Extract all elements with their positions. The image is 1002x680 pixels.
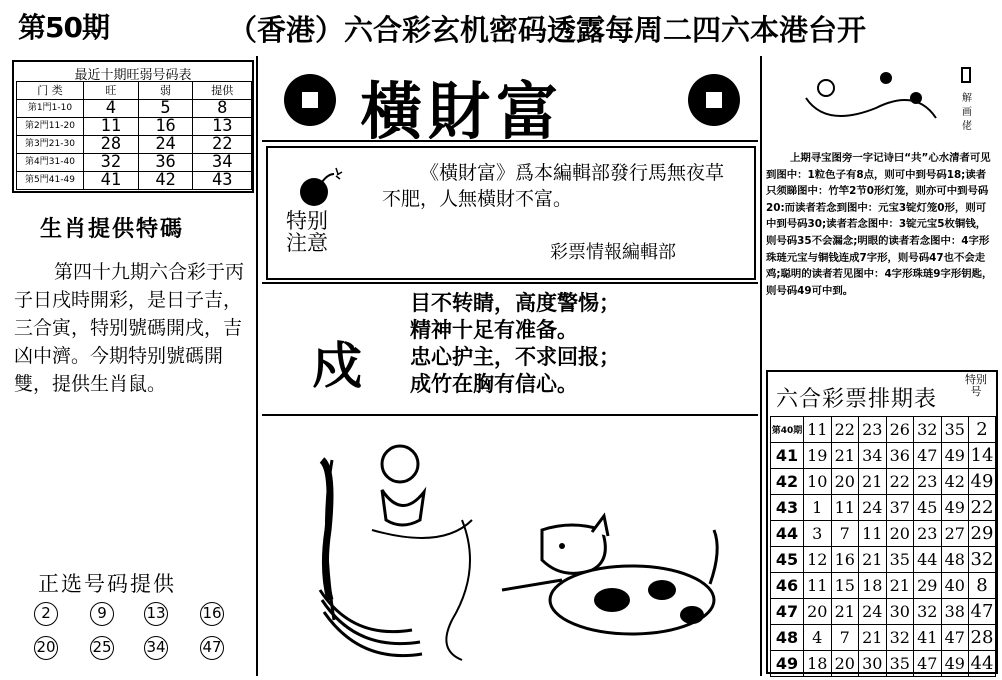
- table-cell: 13: [193, 118, 252, 136]
- table-cell: 44: [914, 547, 942, 573]
- bomb-icon: [296, 164, 346, 208]
- pick-ball: 2: [34, 602, 58, 626]
- table-cell: 11: [84, 118, 139, 136]
- special-cell: 28: [969, 625, 996, 651]
- pick-ball: 13: [144, 602, 168, 626]
- special-cell: 2: [969, 417, 996, 443]
- table-cell: 10: [804, 469, 832, 495]
- table-cell: 38: [941, 599, 969, 625]
- ten-period-table: [12, 60, 254, 193]
- table-cell: 7: [831, 521, 859, 547]
- table-row: [771, 651, 996, 677]
- period-cell: 46: [771, 573, 804, 599]
- row-label: 第1門1-10: [17, 100, 84, 118]
- table-cell: 40: [941, 573, 969, 599]
- verse-line: 精神十足有准备。: [410, 318, 578, 342]
- verse-line: 成竹在胸有信心。: [410, 372, 578, 396]
- special-cell: 22: [969, 495, 996, 521]
- table-cell: 22: [886, 469, 914, 495]
- verse-line: 忠心护主，不求回报；: [410, 345, 620, 369]
- table-cell: 47: [914, 651, 942, 677]
- table-cell: 41: [84, 172, 139, 190]
- table-row: [771, 547, 996, 573]
- period-cell: 41: [771, 443, 804, 469]
- special-cell: 44: [969, 651, 996, 677]
- notice-label-line: 注意: [286, 231, 328, 255]
- notice-label-line: 特别: [286, 209, 328, 233]
- table-row: [17, 100, 252, 118]
- table-cell: 19: [804, 443, 832, 469]
- table-cell: 21: [886, 573, 914, 599]
- notice-body: 《橫財富》爲本編輯部發行馬無夜草不肥，人無橫財不富。: [382, 162, 725, 210]
- ten-table-title: 最近十期旺弱号码表: [74, 68, 192, 83]
- zodiac-title: 生肖提供特碼: [40, 217, 185, 242]
- table-row: [17, 118, 252, 136]
- table-cell: 34: [859, 443, 887, 469]
- dog-illustration: [262, 420, 758, 676]
- table-cell: 24: [859, 495, 887, 521]
- table-cell: 18: [804, 651, 832, 677]
- table-cell: 20: [886, 521, 914, 547]
- special-cell: 8: [969, 573, 996, 599]
- table-cell: 49: [941, 443, 969, 469]
- table-cell: 21: [831, 443, 859, 469]
- ten-table-grid: [16, 81, 252, 190]
- table-cell: 18: [859, 573, 887, 599]
- table-cell: 15: [831, 573, 859, 599]
- table-row: [771, 443, 996, 469]
- table-cell: 29: [914, 573, 942, 599]
- table-cell: 12: [804, 547, 832, 573]
- row-label: 第5門41-49: [17, 172, 84, 190]
- table-cell: 24: [859, 599, 887, 625]
- special-cell: 32: [969, 547, 996, 573]
- table-cell: 27: [941, 521, 969, 547]
- verse-zodiac-char: 戍: [312, 337, 362, 395]
- ten-table-header: 门 类: [17, 82, 84, 100]
- zodiac-body: 第四十九期六合彩于丙子日戌時開彩，是日子吉，三合寅，特别號碼開戌，吉凶中濟。今期特别號碼開雙，提供生肖鼠。: [14, 261, 245, 395]
- period-cell: 45: [771, 547, 804, 573]
- table-cell: 23: [914, 469, 942, 495]
- table-cell: 11: [804, 573, 832, 599]
- table-cell: 49: [941, 495, 969, 521]
- table-cell: 23: [914, 521, 942, 547]
- history-box: [766, 370, 998, 674]
- table-row: [771, 417, 996, 443]
- table-cell: 47: [941, 625, 969, 651]
- table-row: [17, 172, 252, 190]
- pick-ball: 47: [200, 636, 224, 660]
- history-title: 六合彩票排期表: [776, 387, 938, 412]
- notice-sign: 彩票情報編輯部: [550, 242, 676, 263]
- table-cell: 21: [859, 625, 887, 651]
- table-cell: 30: [886, 599, 914, 625]
- table-cell: 21: [831, 599, 859, 625]
- table-row: [771, 599, 996, 625]
- table-cell: 36: [138, 154, 193, 172]
- notice-label: [286, 210, 328, 254]
- table-cell: 8: [193, 100, 252, 118]
- ten-table-header: 提供: [193, 82, 252, 100]
- special-cell: 14: [969, 443, 996, 469]
- table-row: [771, 469, 996, 495]
- verse: [410, 290, 620, 398]
- table-cell: 22: [193, 136, 252, 154]
- special-cell: 29: [969, 521, 996, 547]
- table-cell: 42: [941, 469, 969, 495]
- main-title: 橫財富: [360, 75, 565, 148]
- period-cell: 第40期: [771, 417, 804, 443]
- table-row: [771, 573, 996, 599]
- table-cell: 24: [138, 136, 193, 154]
- table-cell: 7: [831, 625, 859, 651]
- row-label: 第4門31-40: [17, 154, 84, 172]
- table-cell: 47: [914, 443, 942, 469]
- table-cell: 28: [84, 136, 139, 154]
- riddle-body: 上期寻宝图旁一字记诗曰“共”心水清者可见到图中：1粒色子有8点，则可中到号码18;读者只须睇图中：竹竿2节0形灯笼，则亦可中到号码20:而读者若念到图中：元宝3锭灯笼0形，则可中到号码30;读者若念图中：3锭元宝5枚铜钱，则号码35不会漏念;明眼的读者若念图中：4字形珠琏元宝与铜钱连成7字形，则号码47也不会走鸡;聪明的读者若见图中：4字形珠琏9字形钥匙，则号码49可中到。: [766, 152, 993, 297]
- table-cell: 32: [914, 417, 942, 443]
- pick-ball: 34: [144, 636, 168, 660]
- period-cell: 43: [771, 495, 804, 521]
- pick-ball: 20: [34, 636, 58, 660]
- table-row: [17, 136, 252, 154]
- table-cell: 1: [804, 495, 832, 521]
- table-cell: 30: [859, 651, 887, 677]
- history-grid: [770, 416, 996, 677]
- period-cell: 47: [771, 599, 804, 625]
- table-cell: 11: [859, 521, 887, 547]
- table-cell: 16: [831, 547, 859, 573]
- issue-number: 第50期: [18, 11, 109, 44]
- table-cell: 3: [804, 521, 832, 547]
- period-cell: 42: [771, 469, 804, 495]
- table-cell: 35: [941, 417, 969, 443]
- coin-icon: [282, 72, 338, 128]
- period-cell: 48: [771, 625, 804, 651]
- riddle-tag: 解画佬: [962, 93, 972, 132]
- period-cell: 49: [771, 651, 804, 677]
- table-row: [771, 495, 996, 521]
- special-label: 特别号: [965, 373, 987, 398]
- table-cell: 23: [859, 417, 887, 443]
- table-cell: 42: [138, 172, 193, 190]
- verse-line: 目不转睛，高度警惕；: [410, 291, 620, 315]
- headline: （香港）六合彩玄机密码透露每周二四六本港台开: [228, 13, 867, 47]
- special-cell: 49: [969, 469, 996, 495]
- table-cell: 32: [886, 625, 914, 651]
- coin-icon: [686, 72, 742, 128]
- table-cell: 35: [886, 547, 914, 573]
- picks-title: 正选号码提供: [38, 572, 176, 596]
- table-cell: 21: [859, 469, 887, 495]
- table-cell: 20: [831, 469, 859, 495]
- period-cell: 44: [771, 521, 804, 547]
- table-cell: 49: [941, 651, 969, 677]
- table-cell: 32: [914, 599, 942, 625]
- table-cell: 4: [84, 100, 139, 118]
- ten-table-header: 弱: [138, 82, 193, 100]
- table-cell: 32: [84, 154, 139, 172]
- pick-ball: 25: [90, 636, 114, 660]
- row-label: 第2門11-20: [17, 118, 84, 136]
- table-row: [771, 521, 996, 547]
- pick-ball: 9: [90, 602, 114, 626]
- table-cell: 34: [193, 154, 252, 172]
- column-divider: [760, 56, 762, 676]
- table-cell: 48: [941, 547, 969, 573]
- table-cell: 41: [914, 625, 942, 651]
- column-divider: [256, 56, 258, 676]
- pick-ball: 16: [200, 602, 224, 626]
- table-cell: 11: [804, 417, 832, 443]
- table-cell: 21: [859, 547, 887, 573]
- table-cell: 43: [193, 172, 252, 190]
- table-cell: 16: [138, 118, 193, 136]
- table-cell: 20: [804, 599, 832, 625]
- row-label: 第3門21-30: [17, 136, 84, 154]
- table-cell: 11: [831, 495, 859, 521]
- table-row: [17, 154, 252, 172]
- table-cell: 4: [804, 625, 832, 651]
- table-cell: 37: [886, 495, 914, 521]
- table-cell: 26: [886, 417, 914, 443]
- table-cell: 5: [138, 100, 193, 118]
- table-cell: 35: [886, 651, 914, 677]
- table-cell: 45: [914, 495, 942, 521]
- table-cell: 36: [886, 443, 914, 469]
- table-cell: 20: [831, 651, 859, 677]
- table-row: [771, 625, 996, 651]
- ten-table-header: 旺: [84, 82, 139, 100]
- table-cell: 22: [831, 417, 859, 443]
- special-cell: 47: [969, 599, 996, 625]
